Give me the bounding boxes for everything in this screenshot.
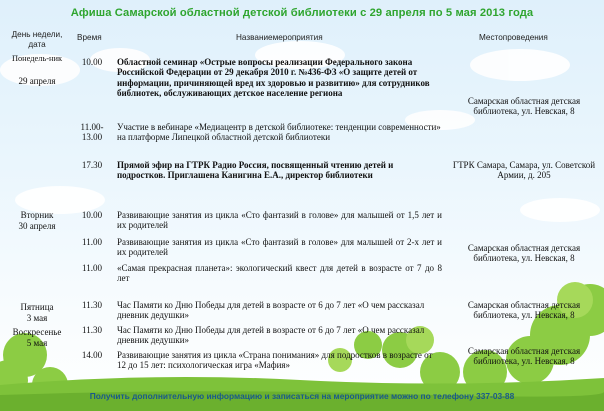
header-time: Время [77, 33, 102, 42]
day-tuesday-name: Вторник [20, 210, 54, 220]
header-day: День недели, дата [11, 30, 63, 49]
row-2-event: Участие в вебинаре «Медиацентр в детской библиотеке: тенденции современности» на платформе Липецкой областной детской библиотеки [117, 122, 441, 143]
day-monday-date: 29 апреля [18, 76, 56, 86]
place-2: ГТРК Самара, Самара, ул. Советской Армии, д. 205 [452, 160, 596, 181]
row-5-event: Развивающие занятия из цикла «Сто фантазий в голове» для малышей от 2-х лет и их родителей [117, 237, 442, 258]
place-3: Самарская областная детская библиотека, ул. Невская, 8 [467, 243, 581, 264]
day-sunday-name: Воскресенье [12, 327, 62, 337]
place-1: Самарская областная детская библиотека, ул. Невская, 8 [467, 96, 581, 117]
row-8-time: 11.30 [82, 325, 102, 335]
place-5: Самарская областная детская библиотека, ул. Невская, 8 [467, 346, 581, 367]
page-title: Афиша Самарской областной детской библиотеки с 29 апреля по 5 мая 2013 года [70, 7, 534, 19]
row-3-event: Прямой эфир на ГТРК Радио Россия, посвященный чтению детей и подростков. Приглашена Канигина Е.А., директор библиотеки [117, 160, 394, 181]
row-1-time: 10.00 [81, 57, 103, 67]
day-tuesday-date: 30 апреля [18, 221, 56, 231]
row-3-time: 17.30 [81, 160, 103, 170]
row-9-time: 14.00 [81, 350, 103, 360]
row-4-time: 10.00 [81, 210, 103, 220]
row-6-event: «Самая прекрасная планета»: экологический квест для детей в возрасте от 7 до 8 лет [117, 263, 442, 284]
place-4: Самарская областная детская библиотека, ул. Невская, 8 [467, 300, 581, 321]
row-8-event: Час Памяти ко Дню Победы для детей в возрасте от 6 до 7 лет «О чем рассказал дневник дедушки» [117, 325, 425, 346]
day-friday-date: 3 мая [26, 313, 48, 323]
row-1-event: Областной семинар «Острые вопросы реализации Федерального закона Российской Федерации от 29 декабря 2010 г. №436-ФЗ «О защите детей от информации, причиняющей вред их здоровью и развитию» для сотрудников библиотек, обслуживающих детское население региона [117, 57, 430, 99]
row-4-event: Развивающие занятия из цикла «Сто фантазий в голове» для малышей от 1,5 лет и их родителей [117, 210, 442, 231]
row-6-time: 11.00 [82, 263, 102, 273]
header-event: Названиемероприятия [236, 33, 323, 42]
row-7-event: Час Памяти ко Дню Победы для детей в возрасте от 6 до 7 лет «О чем рассказал дневник дедушки» [117, 300, 425, 321]
row-2-time: 11.00-13.00 [80, 122, 104, 143]
day-friday-name: Пятница [20, 302, 54, 312]
footer-contact: Получить дополнительную информацию и записаться на мероприятие можно по телефону 337-03-88 [89, 391, 515, 401]
row-5-time: 11.00 [82, 237, 102, 247]
header-place: Местопроведения [479, 33, 548, 42]
row-7-time: 11.30 [82, 300, 102, 310]
day-monday-name: Понедель-ник [11, 54, 63, 63]
day-sunday-date: 5 мая [26, 338, 48, 348]
row-9-event: Развивающие занятия из цикла «Страна понимания» для подростков в возрасте от 12 до 15 лет: психологическая игра «Мафия» [117, 350, 433, 371]
